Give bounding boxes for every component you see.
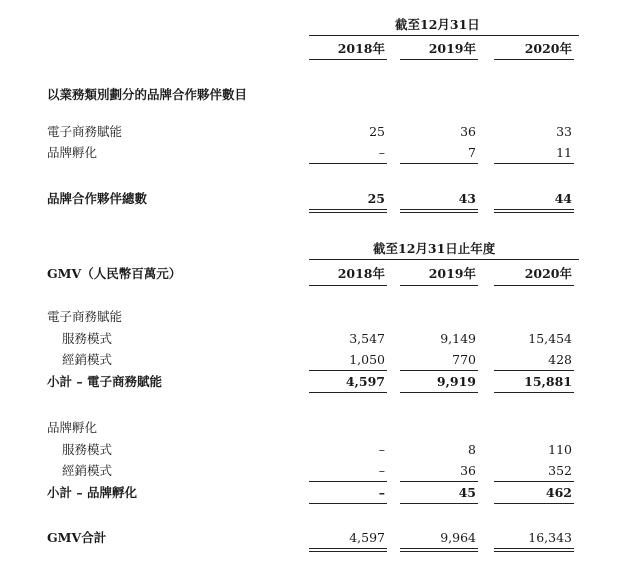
row-label: 電子商務賦能 (47, 124, 123, 139)
row-value: 428 (548, 352, 572, 367)
year-header-2018: 2018年 (337, 266, 385, 281)
subtotal-value: – (378, 485, 385, 500)
subtotal-underline (400, 503, 478, 504)
double-underline (400, 209, 478, 210)
table2-header-group: 截至12月31日止年度 (373, 241, 496, 256)
row-value: 8 (468, 442, 476, 457)
row-value: 11 (556, 145, 572, 160)
subtotal-line (400, 370, 478, 371)
row-label: 服務模式 (62, 331, 113, 346)
gmv-title: GMV（人民幣百萬元） (47, 266, 182, 281)
subtotal-value: 15,881 (524, 374, 572, 389)
gmv-total-value: 4,597 (349, 530, 385, 545)
total-label: 品牌合作夥伴總數 (47, 191, 148, 206)
year-underline-2020 (494, 285, 574, 286)
double-underline (309, 548, 387, 549)
row-label: 經銷模式 (62, 352, 113, 367)
subtotal-line (494, 481, 574, 482)
subtotal-line (309, 163, 387, 164)
year-header-2020: 2020年 (524, 266, 572, 281)
subtotal-line (400, 481, 478, 482)
subtotal-label: 小計 – 電子商務賦能 (47, 374, 162, 389)
header-group-underline (309, 259, 579, 260)
gmv-total-value: 16,343 (528, 530, 572, 545)
subtotal-line (309, 481, 387, 482)
double-underline (494, 209, 574, 210)
subtotal-line (309, 370, 387, 371)
row-value: 770 (452, 352, 476, 367)
subtotal-value: 45 (458, 485, 476, 500)
row-value: – (378, 463, 385, 478)
double-underline (494, 212, 574, 213)
gmv-total-label: GMV合計 (47, 530, 107, 545)
row-value: 3,547 (349, 331, 385, 346)
year-header-2019: 2019年 (428, 41, 476, 56)
subtotal-underline (309, 503, 387, 504)
row-value: 15,454 (528, 331, 572, 346)
double-underline (400, 551, 478, 552)
year-header-2020: 2020年 (524, 41, 572, 56)
year-header-2018: 2018年 (337, 41, 385, 56)
row-label: 經銷模式 (62, 463, 113, 478)
year-underline-2019 (400, 285, 478, 286)
subtotal-line (400, 163, 478, 164)
year-underline-2020 (494, 59, 574, 60)
section2-title: 品牌孵化 (47, 420, 98, 435)
subtotal-line (494, 163, 574, 164)
year-underline-2019 (400, 59, 478, 60)
row-value: 1,050 (349, 352, 385, 367)
subtotal-underline (494, 392, 574, 393)
row-value: 36 (460, 463, 476, 478)
subtotal-value: 462 (545, 485, 572, 500)
subtotal-underline (309, 392, 387, 393)
gmv-total-value: 9,964 (440, 530, 476, 545)
row-value: 33 (556, 124, 572, 139)
double-underline (309, 551, 387, 552)
row-value: 9,149 (440, 331, 476, 346)
subtotal-label: 小計 – 品牌孵化 (47, 485, 137, 500)
year-underline-2018 (309, 59, 387, 60)
subtotal-value: 4,597 (345, 374, 385, 389)
subtotal-underline (400, 392, 478, 393)
double-underline (494, 548, 574, 549)
double-underline (309, 209, 387, 210)
row-value: 352 (548, 463, 572, 478)
section1-title: 電子商務賦能 (47, 309, 123, 324)
double-underline (309, 212, 387, 213)
table1-header-group: 截至12月31日 (395, 17, 480, 32)
year-underline-2018 (309, 285, 387, 286)
double-underline (494, 551, 574, 552)
double-underline (400, 212, 478, 213)
row-value: 110 (548, 442, 572, 457)
subtotal-underline (494, 503, 574, 504)
total-value: 44 (554, 191, 572, 206)
header-group-underline (309, 35, 579, 36)
row-value: 7 (468, 145, 476, 160)
row-value: 25 (369, 124, 385, 139)
total-value: 25 (367, 191, 385, 206)
row-value: – (378, 145, 385, 160)
total-value: 43 (458, 191, 476, 206)
row-label: 服務模式 (62, 442, 113, 457)
year-header-2019: 2019年 (428, 266, 476, 281)
subtotal-line (494, 370, 574, 371)
row-value: 36 (460, 124, 476, 139)
section-title: 以業務類別劃分的品牌合作夥伴數目 (47, 87, 248, 102)
double-underline (400, 548, 478, 549)
row-label: 品牌孵化 (47, 145, 98, 160)
row-value: – (378, 442, 385, 457)
subtotal-value: 9,919 (436, 374, 476, 389)
